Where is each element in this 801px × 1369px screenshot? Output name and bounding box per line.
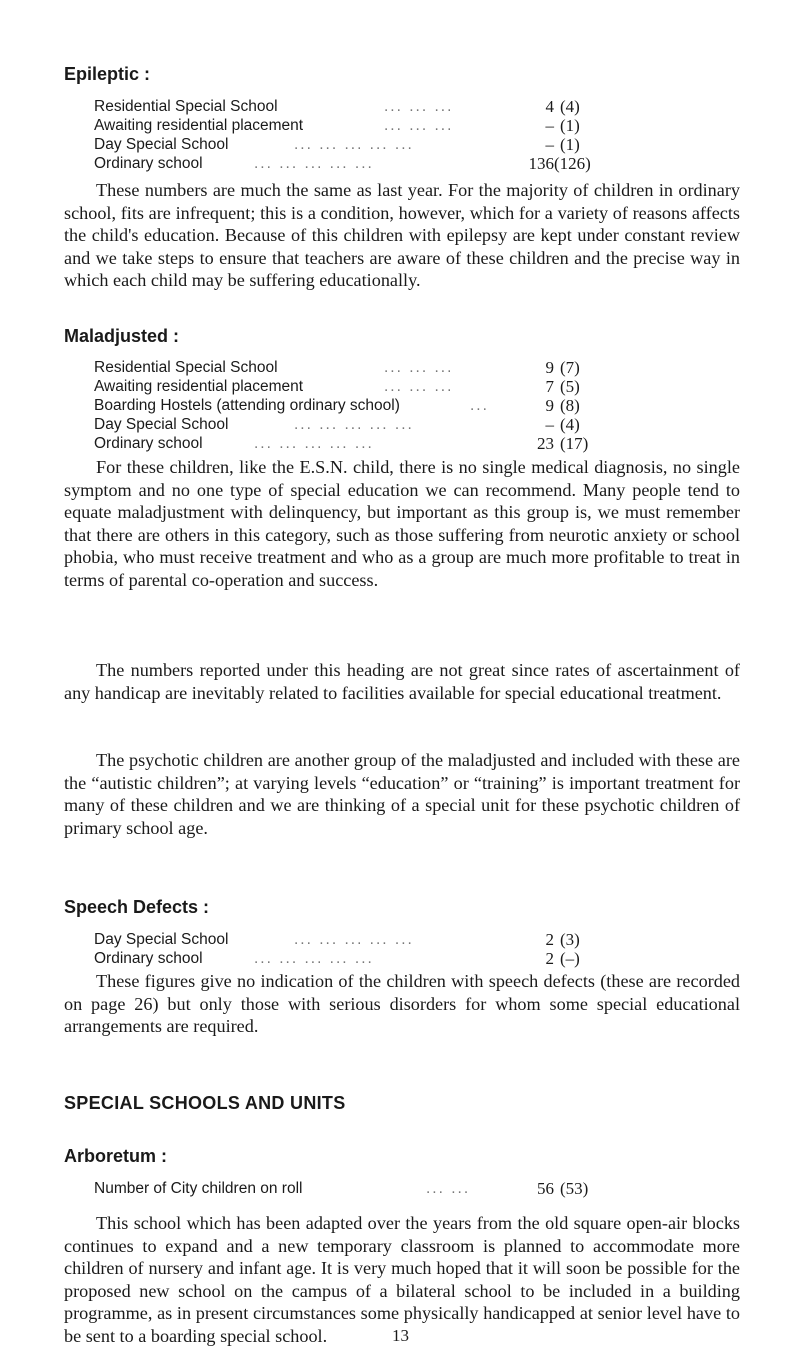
row-value: 2: [545, 949, 554, 968]
maladjusted-heading: Maladjusted :: [64, 326, 180, 346]
maladjusted-paragraph-1: For these children, like the E.S.N. child, there is no single medical diagnosis, no single symptom and no one type of special education we can recommend. Many people tend to equate maladjustment with delinquency, but important as this group is, we must remember that there are others in this category, such as those suffering from neurotic anxiety or school phobia, who must receive treatment and who as a group are much more profitable to treat in terms of parental co-operation and success.: [64, 457, 740, 590]
leader-dots: ... ...: [426, 1180, 471, 1197]
table-row: [94, 415, 634, 434]
speech-defects-paragraph: These figures give no indication of the children with speech defects (these are recorded on page 26) but only those with serious disorders for whom some special educational arrangements are required.: [64, 971, 740, 1037]
row-previous-value: (5): [560, 377, 580, 396]
leader-dots: ... ... ...: [384, 117, 454, 134]
epileptic-heading: Epileptic :: [64, 64, 151, 84]
leader-dots: ... ... ...: [384, 98, 454, 115]
row-previous-value: (4): [560, 97, 580, 116]
row-previous-value: (17): [560, 434, 589, 453]
row-previous-value: (3): [560, 930, 580, 949]
row-label: Boarding Hostels (attending ordinary school): [94, 397, 400, 414]
maladjusted-table: [94, 358, 634, 453]
row-previous-value: (4): [560, 415, 580, 434]
maladjusted-paragraph-2: The numbers reported under this heading are not great since rates of ascertainment of any handicap are inevitably related to facilities available for special educational treatment.: [64, 660, 740, 703]
row-label: Day Special School: [94, 136, 229, 153]
page-number: 13: [392, 1326, 409, 1345]
row-label: Ordinary school: [94, 435, 203, 452]
table-row: [94, 930, 634, 949]
row-label: Awaiting residential placement: [94, 117, 304, 134]
row-value: 56: [537, 1179, 554, 1198]
row-label: Day Special School: [94, 931, 229, 948]
leader-dots: ... ... ... ... ...: [254, 155, 374, 172]
epileptic-paragraph: These numbers are much the same as last year. For the majority of children in ordinary school, fits are infrequent; this is a condition, however, which for a variety of reasons affects the child's education. Because of this children with epilepsy are kept under constant review and we take steps to ensure that teachers are aware of these children and the precise way in which each child may be suffering educationally.: [64, 180, 740, 291]
row-previous-value: (7): [560, 358, 580, 377]
arboretum-heading: Arboretum :: [64, 1146, 167, 1166]
row-label: Day Special School: [94, 416, 229, 433]
table-row: [94, 358, 634, 377]
table-row: [94, 135, 634, 154]
table-row: [94, 396, 634, 415]
row-previous-value: (126): [554, 154, 591, 173]
row-previous-value: (1): [560, 135, 580, 154]
leader-dots: ... ... ... ... ...: [294, 136, 414, 153]
table-row: [94, 1179, 634, 1198]
leader-dots: ...: [470, 397, 489, 414]
leader-dots: ... ... ... ... ...: [294, 931, 414, 948]
table-row: [94, 377, 634, 396]
row-value: 2: [545, 930, 554, 949]
row-value: –: [545, 135, 554, 154]
leader-dots: ... ... ... ... ...: [294, 416, 414, 433]
row-label: Number of City children on roll: [94, 1180, 303, 1197]
row-value: –: [545, 415, 554, 434]
special-schools-heading: SPECIAL SCHOOLS AND UNITS: [64, 1093, 346, 1113]
arboretum-paragraph: This school which has been adapted over the years from the old square open-air blocks continues to expand and a new temporary classroom is planned to accommodate more children of nursery and infant age. It is very much hoped that it will soon be possible for the proposed new school on the campus of a bilateral school to be included in a building programme, as in present circumstances some physically handicapped at senior level have to be sent to a boarding special school.: [64, 1213, 740, 1346]
arboretum-table: [94, 1179, 634, 1198]
row-label: Residential Special School: [94, 359, 278, 376]
row-value: 23: [537, 434, 554, 453]
table-row: [94, 154, 634, 173]
row-value: 136: [528, 154, 554, 173]
maladjusted-paragraph-3: The psychotic children are another group of the maladjusted and included with these are the “autistic children”; at varying levels “education” or “training” is important treatment for many of these children and we are thinking of a special unit for these psychotic children of primary school age.: [64, 750, 740, 838]
leader-dots: ... ... ... ... ...: [254, 435, 374, 452]
row-label: Ordinary school: [94, 950, 203, 967]
table-row: [94, 949, 634, 968]
leader-dots: ... ... ...: [384, 378, 454, 395]
row-value: 7: [545, 377, 554, 396]
speech-defects-heading: Speech Defects :: [64, 897, 210, 917]
speech-defects-table: [94, 930, 634, 968]
row-value: –: [545, 116, 554, 135]
leader-dots: ... ... ... ... ...: [254, 950, 374, 967]
epileptic-table: [94, 97, 634, 173]
row-previous-value: (1): [560, 116, 580, 135]
row-label: Residential Special School: [94, 98, 278, 115]
row-value: 9: [545, 358, 554, 377]
row-value: 9: [545, 396, 554, 415]
row-value: 4: [545, 97, 554, 116]
row-label: Awaiting residential placement: [94, 378, 304, 395]
table-row: [94, 97, 634, 116]
row-label: Ordinary school: [94, 155, 203, 172]
row-previous-value: (53): [560, 1179, 589, 1198]
row-previous-value: (–): [560, 949, 580, 968]
leader-dots: ... ... ...: [384, 359, 454, 376]
table-row: [94, 434, 634, 453]
row-previous-value: (8): [560, 396, 580, 415]
table-row: [94, 116, 634, 135]
